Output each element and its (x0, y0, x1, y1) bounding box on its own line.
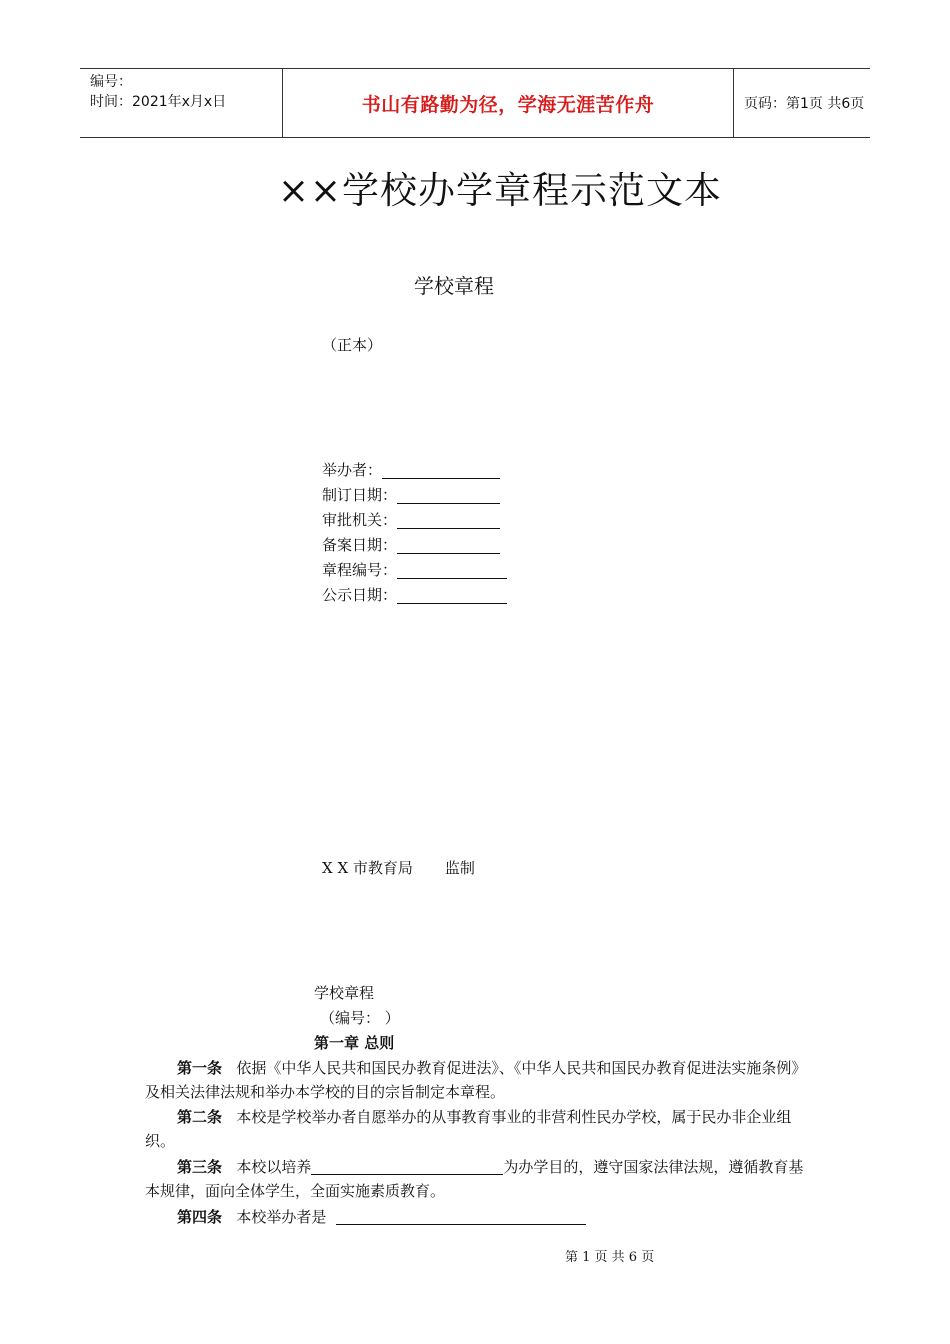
article-4 (145, 1205, 810, 1229)
header-meta-cell (80, 69, 282, 137)
fill-in-line (382, 463, 500, 479)
cover-field-approval-authority (322, 509, 500, 531)
article-1 (145, 1056, 810, 1104)
article-text-before: 本校以培养 (236, 1158, 312, 1176)
article-label: 第四条 (177, 1208, 223, 1226)
body-heading: 学校章程 (314, 984, 375, 1002)
document-header (80, 68, 870, 138)
field-label: 公示日期： (322, 586, 398, 604)
authority-name: X X 市教育局 (322, 859, 413, 877)
header-page-info: 页码：第1页 共6页 (744, 96, 865, 112)
article-label: 第二条 (177, 1108, 223, 1126)
fill-in-line (397, 513, 500, 529)
field-label: 章程编号： (322, 561, 398, 579)
fill-in-line (397, 588, 507, 604)
article-2 (145, 1105, 810, 1153)
article-3 (145, 1155, 810, 1203)
fill-in-line (397, 538, 500, 554)
article-text: 依据《中华人民共和国民办教育促进法》、《中华人民共和国民办教育促进法实施条例》及相关法律法规和举办本学校的目的宗旨制定本章程。 (145, 1059, 807, 1101)
fill-in-line (311, 1158, 503, 1175)
cover-field-sponsor (322, 459, 500, 481)
body-number-line: （编号： ） (320, 1009, 400, 1027)
chapter-title: 第一章 总则 (314, 1034, 395, 1052)
field-label: 审批机关： (322, 511, 398, 529)
cover-field-filing-date (322, 534, 500, 556)
fill-in-line (397, 488, 500, 504)
cover-field-charter-number (322, 559, 507, 581)
field-label: 备案日期： (322, 536, 398, 554)
article-text: 本校是学校举办者自愿举办的从事教育事业的非营利性民办学校，属于民办非企业组织。 (145, 1108, 792, 1150)
field-label: 制订日期： (322, 486, 398, 504)
header-motto: 书山有路勤为径，学海无涯苦作舟 (282, 69, 734, 137)
cover-heading: 学校章程 (414, 274, 494, 298)
article-label: 第一条 (177, 1059, 223, 1077)
fill-in-line (397, 563, 507, 579)
document-number-label: 编号： (90, 74, 132, 90)
field-label: 举办者： (322, 461, 383, 479)
document-time-label: 时间：2021年x月x日 (90, 94, 227, 110)
cover-field-publication-date (322, 584, 507, 606)
document-title: ××学校办学章程示范文本 (278, 169, 723, 212)
article-text: 本校举办者是 (236, 1208, 327, 1226)
article-text-after: 为办学目的，遵守国家法律法规，遵循教育基本规律，面向全体学生，全面实施素质教育。 (145, 1158, 804, 1200)
authority-action: 监制 (444, 859, 475, 877)
fill-in-line (336, 1208, 586, 1225)
cover-field-drafted-date (322, 484, 500, 506)
copy-type-label: （正本） (322, 336, 383, 354)
article-label: 第三条 (177, 1158, 223, 1176)
supervising-authority (322, 857, 475, 878)
page-footer: 第 1 页 共 6 页 (565, 1250, 655, 1265)
